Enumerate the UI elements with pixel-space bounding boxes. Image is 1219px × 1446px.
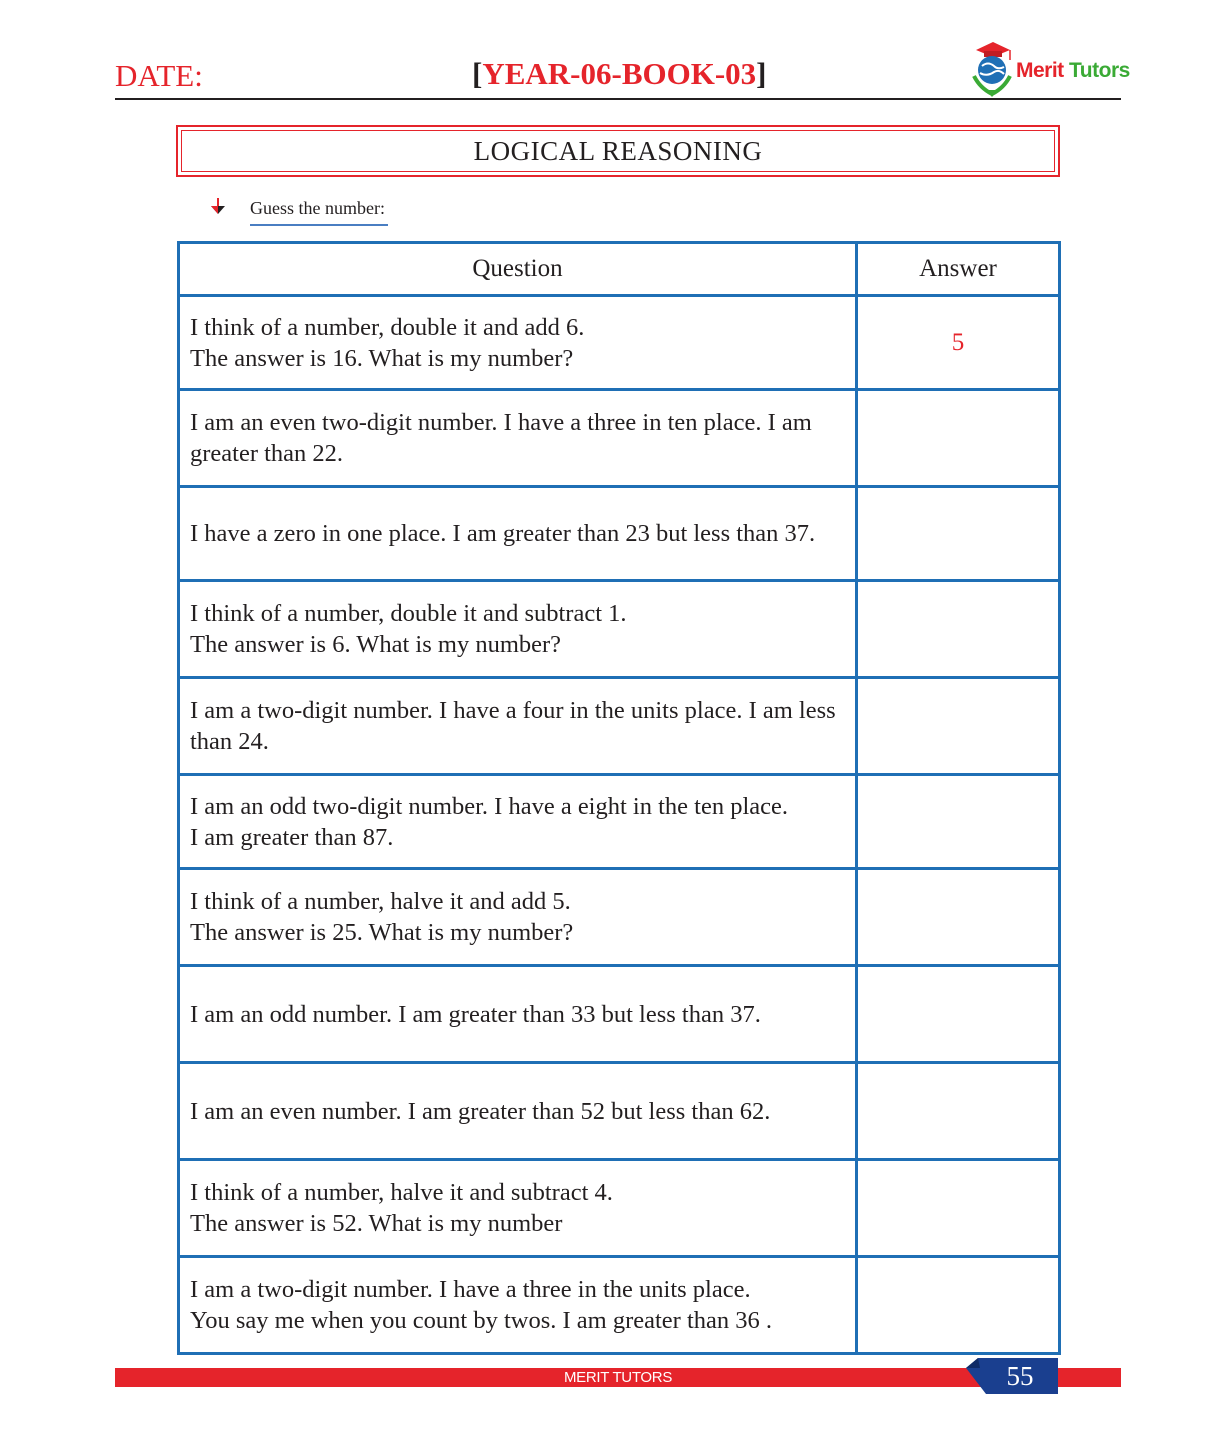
logo-word-tutors: Tutors xyxy=(1069,59,1130,82)
table-row xyxy=(179,487,1060,581)
table-row xyxy=(179,581,1060,678)
answer-cell[interactable] xyxy=(857,966,1060,1063)
question-text: I think of a number, double it and add 6. xyxy=(190,313,585,341)
answer-cell[interactable] xyxy=(857,581,1060,678)
table-row xyxy=(179,869,1060,966)
book-code-text: YEAR-06-BOOK-03 xyxy=(482,56,757,91)
answer-cell[interactable] xyxy=(857,1063,1060,1160)
globe-cap-icon xyxy=(966,40,1018,98)
question-table xyxy=(177,241,1061,1355)
merit-tutors-logo xyxy=(966,40,1130,98)
logo-text xyxy=(1016,59,1130,83)
question-text: The answer is 52. What is my number xyxy=(190,1210,563,1237)
footer-brand: MERIT TUTORS xyxy=(563,1369,673,1386)
question-text: I think of a number, halve it and add 5. xyxy=(190,888,571,915)
question-text: The answer is 25. What is my number? xyxy=(190,919,574,946)
book-close-bracket: ] xyxy=(756,56,767,91)
book-code xyxy=(472,56,766,92)
table-row xyxy=(179,390,1060,487)
page-number: 55 xyxy=(1006,1361,1034,1391)
question-text: I am greater than 87. xyxy=(190,823,394,851)
question-text: I am a two-digit number. I have a three in the units place. xyxy=(190,1276,751,1303)
question-cell xyxy=(179,775,857,869)
question-cell xyxy=(179,678,857,775)
question-text: I am a two-digit number. I have a four in the units place. I am less than 24. xyxy=(190,697,836,755)
table-row xyxy=(179,1160,1060,1257)
table-row xyxy=(179,678,1060,775)
table-row xyxy=(179,966,1060,1063)
question-text: The answer is 6. What is my number? xyxy=(190,631,562,658)
answer-cell[interactable] xyxy=(857,1257,1060,1354)
question-cell xyxy=(179,869,857,966)
logo-word-merit: Merit xyxy=(1016,59,1064,82)
question-cell xyxy=(179,487,857,581)
column-header-answer: Answer xyxy=(857,243,1060,296)
question-text: I am an odd two-digit number. I have a eight in the ten place. xyxy=(190,792,789,820)
question-text: You say me when you count by twos. I am greater than 36 . xyxy=(190,1307,773,1334)
table-header-row xyxy=(179,243,1060,296)
answer-cell[interactable] xyxy=(857,1160,1060,1257)
question-cell xyxy=(179,390,857,487)
table-row xyxy=(179,296,1060,390)
question-text: I have a zero in one place. I am greater than 23 but less than 37. xyxy=(190,520,816,547)
question-text: I think of a number, halve it and subtract 4. xyxy=(190,1179,613,1206)
arrow-down-bullet-icon xyxy=(208,197,228,217)
answer-cell[interactable] xyxy=(857,678,1060,775)
answer-cell[interactable] xyxy=(857,390,1060,487)
instruction-underline xyxy=(250,224,388,226)
question-cell xyxy=(179,966,857,1063)
table-row xyxy=(179,775,1060,869)
date-label: DATE: xyxy=(115,58,203,93)
question-text: I am an even number. I am greater than 52 but less than 62. xyxy=(190,1097,771,1125)
question-text: The answer is 16. What is my number? xyxy=(190,344,574,372)
table-body xyxy=(179,296,1060,1354)
question-text: I think of a number, double it and subtract 1. xyxy=(190,600,627,627)
answer-cell[interactable] xyxy=(857,869,1060,966)
section-title: LOGICAL REASONING xyxy=(181,130,1055,172)
answer-cell[interactable] xyxy=(857,487,1060,581)
question-cell xyxy=(179,1160,857,1257)
table-row xyxy=(179,1063,1060,1160)
answer-cell[interactable] xyxy=(857,775,1060,869)
question-text: I am an even two-digit number. I have a three in ten place. I am greater than 22. xyxy=(190,409,812,467)
question-text: I am an odd number. I am greater than 33 but less than 37. xyxy=(190,1000,761,1028)
book-open-bracket: [ xyxy=(472,56,483,91)
question-cell xyxy=(179,581,857,678)
question-cell xyxy=(179,1257,857,1354)
table-row xyxy=(179,1257,1060,1354)
column-header-question: Question xyxy=(179,243,857,296)
instruction-text: Guess the number: xyxy=(250,198,385,218)
header-divider xyxy=(115,98,1121,100)
section-title-box xyxy=(176,125,1060,177)
answer-cell[interactable]: 5 xyxy=(857,296,1060,390)
question-cell xyxy=(179,1063,857,1160)
question-cell xyxy=(179,296,857,390)
